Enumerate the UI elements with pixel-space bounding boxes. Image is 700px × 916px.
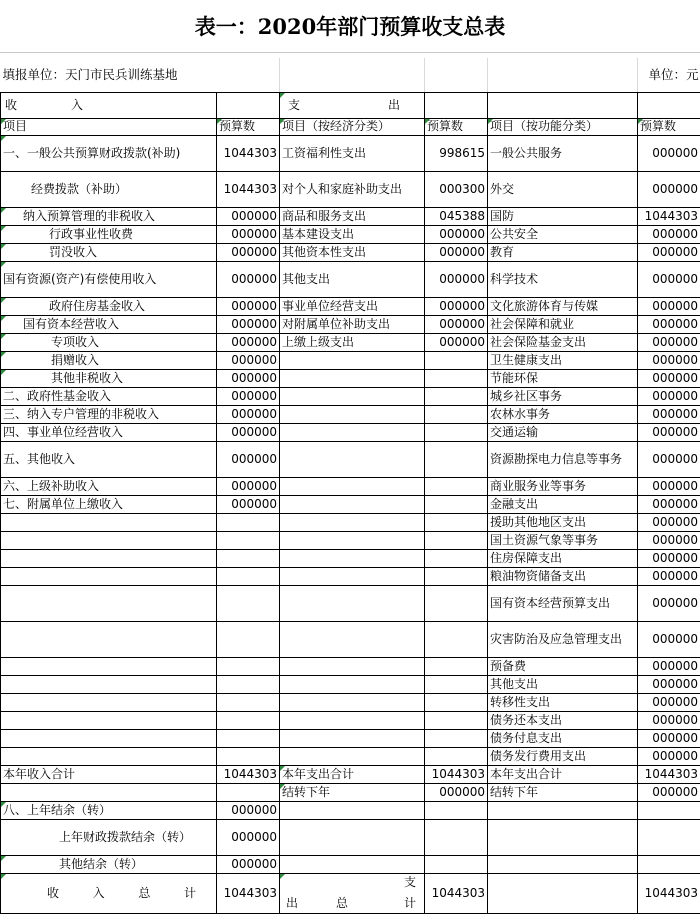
- econ-item: [280, 621, 425, 657]
- econ-item: 事业单位经营支出: [280, 297, 425, 315]
- income-item: 二、政府性基金收入: [1, 387, 217, 405]
- table-row: [1, 297, 700, 315]
- func-budget: 000000: [638, 171, 700, 207]
- func-item: 国有资本经营预算支出: [488, 585, 638, 621]
- econ-budget: 045388: [425, 207, 488, 225]
- econ-budget: 000000: [425, 243, 488, 261]
- econ-item: [280, 531, 425, 549]
- table-row: [1, 819, 700, 855]
- table-row: [1, 495, 700, 513]
- func-budget: 000000: [638, 657, 700, 675]
- income-budget: [217, 711, 280, 729]
- econ-item: 基本建设支出: [280, 225, 425, 243]
- func-budget: 000000: [638, 567, 700, 585]
- econ-budget: [425, 693, 488, 711]
- func-item: [488, 819, 638, 855]
- table-row: [1, 387, 700, 405]
- income-budget: 1044303: [217, 765, 280, 783]
- income-item: [1, 549, 217, 567]
- income-item: [1, 513, 217, 531]
- econ-item: [280, 657, 425, 675]
- expense-total-label: 支 计 出 总: [280, 873, 425, 913]
- col-econ-item: 项目（按经济分类）: [280, 118, 425, 135]
- econ-item: [280, 405, 425, 423]
- econ-item: [280, 819, 425, 855]
- income-budget: 000000: [217, 405, 280, 423]
- income-budget: 000000: [217, 297, 280, 315]
- func-item: 预备费: [488, 657, 638, 675]
- col-func-item: 项目（按功能分类）: [488, 118, 638, 135]
- income-budget: 000000: [217, 261, 280, 297]
- econ-item: [280, 693, 425, 711]
- func-item: 债务付息支出: [488, 729, 638, 747]
- func-budget: 000000: [638, 387, 700, 405]
- table-row: [1, 585, 700, 621]
- table-row: [1, 801, 700, 819]
- func-item: 商业服务业等事务: [488, 477, 638, 495]
- func-budget: [638, 855, 700, 873]
- econ-item: [280, 855, 425, 873]
- econ-item: [280, 495, 425, 513]
- econ-budget: [425, 567, 488, 585]
- econ-item: 工资福利性支出: [280, 135, 425, 171]
- income-budget: [217, 747, 280, 765]
- econ-item: 本年支出合计: [280, 765, 425, 783]
- income-item: [1, 585, 217, 621]
- econ-budget: 000000: [425, 783, 488, 801]
- income-budget: [217, 531, 280, 549]
- budget-table: [0, 58, 700, 914]
- income-item: [1, 531, 217, 549]
- func-item: 资源勘探电力信息等事务: [488, 441, 638, 477]
- income-budget: [217, 783, 280, 801]
- func-budget: 000000: [638, 513, 700, 531]
- table-row: [1, 171, 700, 207]
- func-item: 住房保障支出: [488, 549, 638, 567]
- income-item: 政府住房基金收入: [1, 297, 217, 315]
- page-title: 表一：2020年部门预算收支总表: [0, 0, 700, 53]
- table-row: [1, 261, 700, 297]
- income-item: 纳入预算管理的非税收入: [1, 207, 217, 225]
- func-item: 援助其他地区支出: [488, 513, 638, 531]
- econ-budget: [425, 585, 488, 621]
- econ-item: 其他支出: [280, 261, 425, 297]
- col-income-item: 项目: [1, 118, 217, 135]
- income-item: [1, 567, 217, 585]
- income-item: 八、上年结余（转）: [1, 801, 217, 819]
- econ-budget: [425, 855, 488, 873]
- func-budget: 000000: [638, 495, 700, 513]
- income-budget: [217, 729, 280, 747]
- income-item: 七、附属单位上缴收入: [1, 495, 217, 513]
- income-item: 一、一般公共预算财政拨款(补助): [1, 135, 217, 171]
- func-item: 结转下年: [488, 783, 638, 801]
- expense-section-header: 支 出: [280, 92, 425, 118]
- func-budget: 000000: [638, 747, 700, 765]
- table-row: [1, 207, 700, 225]
- column-header-row: [1, 118, 700, 135]
- func-item: 卫生健康支出: [488, 351, 638, 369]
- income-budget: 000000: [217, 477, 280, 495]
- func-item: 公共安全: [488, 225, 638, 243]
- func-item: 其他支出: [488, 675, 638, 693]
- table-row: [1, 513, 700, 531]
- func-budget: 000000: [638, 423, 700, 441]
- income-budget: 000000: [217, 387, 280, 405]
- econ-budget: [425, 747, 488, 765]
- econ-budget: [425, 549, 488, 567]
- econ-item: [280, 711, 425, 729]
- income-item: 国有资本经营收入: [1, 315, 217, 333]
- econ-budget: 000300: [425, 171, 488, 207]
- income-budget: [217, 657, 280, 675]
- econ-budget: 1044303: [425, 765, 488, 783]
- func-item: 外交: [488, 171, 638, 207]
- func-budget: 000000: [638, 333, 700, 351]
- econ-item: 对附属单位补助支出: [280, 315, 425, 333]
- func-item: 一般公共服务: [488, 135, 638, 171]
- func-item: 灾害防治及应急管理支出: [488, 621, 638, 657]
- func-item: [488, 801, 638, 819]
- table-row: [1, 531, 700, 549]
- econ-item: [280, 477, 425, 495]
- table-row: [1, 135, 700, 171]
- table-row: [1, 549, 700, 567]
- econ-item: [280, 567, 425, 585]
- econ-item: [280, 369, 425, 387]
- func-budget: 000000: [638, 243, 700, 261]
- income-budget: 000000: [217, 441, 280, 477]
- table-row: [1, 567, 700, 585]
- income-item: [1, 729, 217, 747]
- econ-budget: 000000: [425, 225, 488, 243]
- table-row: [1, 693, 700, 711]
- income-item: [1, 675, 217, 693]
- func-budget: 000000: [638, 549, 700, 567]
- econ-item: 结转下年: [280, 783, 425, 801]
- func-budget: 000000: [638, 225, 700, 243]
- func-budget: 000000: [638, 783, 700, 801]
- func-budget: 000000: [638, 315, 700, 333]
- income-item: [1, 783, 217, 801]
- col-func-budget: 预算数: [638, 118, 700, 135]
- func-budget: 000000: [638, 675, 700, 693]
- func-item: 节能环保: [488, 369, 638, 387]
- econ-item: [280, 441, 425, 477]
- income-budget: 000000: [217, 819, 280, 855]
- econ-item: 对个人和家庭补助支出: [280, 171, 425, 207]
- econ-item: [280, 513, 425, 531]
- income-item: [1, 747, 217, 765]
- econ-budget: 000000: [425, 315, 488, 333]
- table-row: [1, 369, 700, 387]
- func-budget: 000000: [638, 441, 700, 477]
- econ-budget: 998615: [425, 135, 488, 171]
- func-budget: 000000: [638, 297, 700, 315]
- func-budget: 000000: [638, 351, 700, 369]
- func-item: 债务发行费用支出: [488, 747, 638, 765]
- func-item: 社会保险基金支出: [488, 333, 638, 351]
- econ-budget: 000000: [425, 333, 488, 351]
- income-item: 专项收入: [1, 333, 217, 351]
- table-row: [1, 441, 700, 477]
- func-budget: 000000: [638, 585, 700, 621]
- table-row: [1, 621, 700, 657]
- func-item: 社会保障和就业: [488, 315, 638, 333]
- func-item: 转移性支出: [488, 693, 638, 711]
- econ-budget: [425, 819, 488, 855]
- econ-budget: [425, 495, 488, 513]
- func-budget: 1044303: [638, 765, 700, 783]
- income-item: 国有资源(资产)有偿使用收入: [1, 261, 217, 297]
- func-item: 国防: [488, 207, 638, 225]
- income-budget: [217, 585, 280, 621]
- income-item: 四、事业单位经营收入: [1, 423, 217, 441]
- income-item: 捐赠收入: [1, 351, 217, 369]
- econ-budget: [425, 369, 488, 387]
- econ-budget: [425, 711, 488, 729]
- income-budget: 000000: [217, 351, 280, 369]
- econ-item: 上缴上级支出: [280, 333, 425, 351]
- econ-budget: [425, 621, 488, 657]
- income-item: 上年财政拨款结余（转）: [1, 819, 217, 855]
- income-budget: 000000: [217, 225, 280, 243]
- econ-budget: [425, 405, 488, 423]
- econ-budget: [425, 729, 488, 747]
- func-item: 粮油物资储备支出: [488, 567, 638, 585]
- func-item: 交通运输: [488, 423, 638, 441]
- func-budget: 000000: [638, 711, 700, 729]
- econ-budget: [425, 477, 488, 495]
- econ-budget: [425, 351, 488, 369]
- table-row: [1, 423, 700, 441]
- econ-item: [280, 351, 425, 369]
- func-budget: [638, 801, 700, 819]
- func-budget: 000000: [638, 261, 700, 297]
- filing-unit: 填报单位：天门市民兵训练基地: [1, 58, 280, 92]
- econ-budget: 000000: [425, 297, 488, 315]
- func-item: 农林水事务: [488, 405, 638, 423]
- table-row: [1, 315, 700, 333]
- econ-budget: 000000: [425, 261, 488, 297]
- income-budget: [217, 513, 280, 531]
- income-budget: 000000: [217, 423, 280, 441]
- income-item: 其他非税收入: [1, 369, 217, 387]
- econ-budget: [425, 675, 488, 693]
- func-budget: [638, 819, 700, 855]
- income-budget: [217, 693, 280, 711]
- func-budget: 000000: [638, 693, 700, 711]
- income-item: [1, 711, 217, 729]
- table-row: [1, 747, 700, 765]
- econ-budget: [425, 801, 488, 819]
- table-row: [1, 477, 700, 495]
- func-item: 国土资源气象等事务: [488, 531, 638, 549]
- income-item: 六、上级补助收入: [1, 477, 217, 495]
- section-header-row: [1, 92, 700, 118]
- func-item: 教育: [488, 243, 638, 261]
- table-row: [1, 243, 700, 261]
- unit-label: 单位：元: [638, 58, 700, 92]
- econ-item: [280, 675, 425, 693]
- col-econ-budget: 预算数: [425, 118, 488, 135]
- col-income-budget: 预算数: [217, 118, 280, 135]
- func-budget: 000000: [638, 369, 700, 387]
- income-budget: 000000: [217, 333, 280, 351]
- info-row: [1, 58, 700, 92]
- table-row: [1, 855, 700, 873]
- income-item: [1, 621, 217, 657]
- income-budget: [217, 549, 280, 567]
- econ-item: [280, 801, 425, 819]
- income-total-label: 收 入 总 计: [1, 873, 217, 913]
- econ-budget: [425, 513, 488, 531]
- table-row: [1, 405, 700, 423]
- func-item: 科学技术: [488, 261, 638, 297]
- income-budget: 000000: [217, 369, 280, 387]
- func-budget: 000000: [638, 729, 700, 747]
- func-item: 金融支出: [488, 495, 638, 513]
- func-item: 文化旅游体育与传媒: [488, 297, 638, 315]
- econ-item: [280, 387, 425, 405]
- income-budget: 000000: [217, 495, 280, 513]
- income-item: 五、其他收入: [1, 441, 217, 477]
- income-section-header: 收 入: [1, 92, 217, 118]
- func-total-value: 1044303: [638, 873, 700, 913]
- grand-total-row: [1, 873, 700, 913]
- econ-budget: [425, 657, 488, 675]
- table-row: [1, 657, 700, 675]
- econ-item: [280, 747, 425, 765]
- table-row: [1, 333, 700, 351]
- income-total-value: 1044303: [217, 873, 280, 913]
- income-budget: 000000: [217, 243, 280, 261]
- table-row: [1, 783, 700, 801]
- income-budget: 1044303: [217, 171, 280, 207]
- func-budget: 000000: [638, 405, 700, 423]
- func-budget: 000000: [638, 477, 700, 495]
- income-budget: [217, 567, 280, 585]
- income-budget: [217, 675, 280, 693]
- table-row: [1, 729, 700, 747]
- income-item: 罚没收入: [1, 243, 217, 261]
- econ-item: [280, 585, 425, 621]
- econ-item: 其他资本性支出: [280, 243, 425, 261]
- income-item: [1, 693, 217, 711]
- func-budget: 1044303: [638, 207, 700, 225]
- income-budget: 000000: [217, 855, 280, 873]
- func-item: 债务还本支出: [488, 711, 638, 729]
- income-budget: 1044303: [217, 135, 280, 171]
- func-item: 城乡社区事务: [488, 387, 638, 405]
- table-row: [1, 351, 700, 369]
- func-budget: 000000: [638, 531, 700, 549]
- income-budget: 000000: [217, 315, 280, 333]
- econ-budget: [425, 441, 488, 477]
- func-item: [488, 855, 638, 873]
- econ-item: [280, 549, 425, 567]
- table-row: [1, 711, 700, 729]
- func-item: 本年支出合计: [488, 765, 638, 783]
- func-budget: 000000: [638, 621, 700, 657]
- expense-total-value: 1044303: [425, 873, 488, 913]
- income-budget: 000000: [217, 207, 280, 225]
- table-row: [1, 225, 700, 243]
- table-row: [1, 765, 700, 783]
- income-item: 三、纳入专户管理的非税收入: [1, 405, 217, 423]
- income-item: 行政事业性收费: [1, 225, 217, 243]
- econ-budget: [425, 387, 488, 405]
- econ-budget: [425, 423, 488, 441]
- income-item: 经费拨款（补助）: [1, 171, 217, 207]
- econ-item: [280, 423, 425, 441]
- econ-item: [280, 729, 425, 747]
- econ-budget: [425, 531, 488, 549]
- income-budget: 000000: [217, 801, 280, 819]
- income-item: 其他结余（转）: [1, 855, 217, 873]
- econ-item: 商品和服务支出: [280, 207, 425, 225]
- income-item: [1, 657, 217, 675]
- table-row: [1, 675, 700, 693]
- income-item: 本年收入合计: [1, 765, 217, 783]
- income-budget: [217, 621, 280, 657]
- func-budget: 000000: [638, 135, 700, 171]
